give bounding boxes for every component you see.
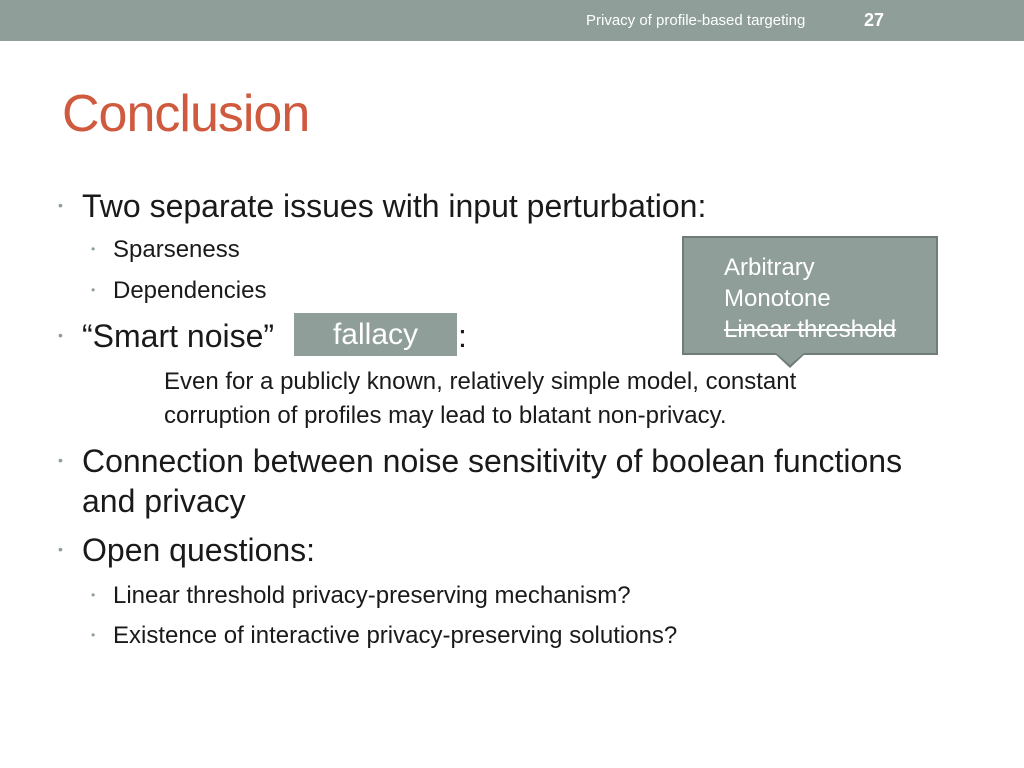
callout-line-arbitrary: Arbitrary — [724, 254, 815, 281]
bullet-dot: • — [91, 283, 96, 297]
slide-number: 27 — [864, 10, 885, 30]
bullet-text: Dependencies — [113, 277, 267, 304]
bullet-two-issues — [58, 188, 707, 225]
sub-bullet-interactive — [91, 622, 678, 650]
bullet-dot: • — [58, 197, 63, 213]
bullet-text: Linear threshold privacy-preserving mechanism? — [113, 582, 631, 609]
presentation-title: Privacy of profile-based targeting — [586, 12, 806, 29]
bullet-text: Existence of interactive privacy-preserving solutions? — [113, 622, 678, 649]
callout-line-linear-threshold: Linear threshold — [724, 316, 897, 343]
slide-title: Conclusion — [62, 85, 310, 143]
callout-pointer-fill — [776, 353, 804, 365]
smart-noise-body-line-2: corruption of profiles may lead to blatant non-privacy. — [164, 402, 727, 429]
callout-box — [682, 236, 938, 355]
bullet-connection-continued — [82, 483, 246, 520]
callout-line-monotone: Monotone — [724, 285, 831, 312]
bullet-smart-noise — [58, 318, 275, 355]
bullet-dot: • — [58, 541, 63, 557]
sub-bullet-dependencies — [91, 277, 267, 305]
smart-noise-colon: : — [458, 318, 467, 354]
smart-noise-body-line-1: Even for a publicly known, relatively simple model, constant — [164, 368, 797, 395]
bullet-dot: • — [91, 242, 96, 256]
sub-bullet-linear-threshold — [91, 582, 631, 610]
bullet-dot: • — [91, 588, 96, 602]
bullet-text: Open questions: — [82, 532, 316, 568]
bullet-connection — [58, 443, 903, 480]
bullet-text: Connection between noise sensitivity of boolean functions — [82, 443, 903, 479]
bullet-dot: • — [58, 327, 63, 343]
bullet-text: “Smart noise” — [82, 318, 275, 354]
bullet-text: Two separate issues with input perturbation: — [82, 188, 707, 224]
bullet-open-questions — [58, 532, 316, 569]
bullet-text: and privacy — [82, 483, 246, 519]
fallacy-label-box: fallacy — [294, 313, 457, 356]
sub-bullet-sparseness — [91, 236, 240, 264]
bullet-dot: • — [91, 628, 96, 642]
bullet-text: Sparseness — [113, 236, 240, 263]
bullet-dot: • — [58, 452, 63, 468]
header-bar — [0, 0, 1024, 41]
